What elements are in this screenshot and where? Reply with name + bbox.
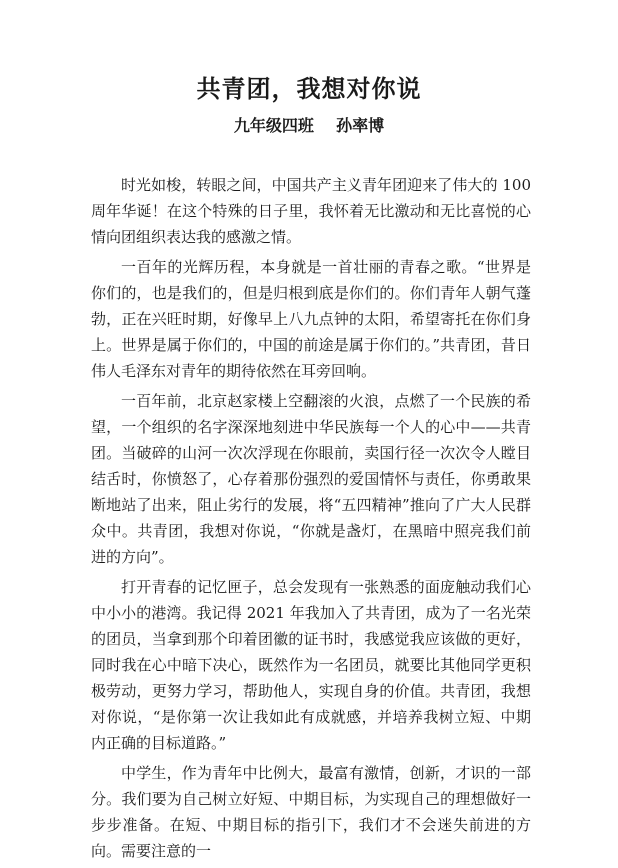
author-byline: 九年级四班 孙率博 bbox=[233, 116, 385, 135]
document-title: 共青团，我想对你说 bbox=[196, 74, 422, 103]
paragraph: 时光如梭，转眼之间，中国共产主义青年团迎来了伟大的 100 周年华诞！在这个特殊的日子里，我怀着无比激动和无比喜悦的心情向团组织表达我的感激之情。 bbox=[91, 176, 531, 246]
paragraph: 一百年前，北京赵家楼上空翻滚的火浪，点燃了一个民族的希望，一个组织的名字深深地刻进中华民族每一个人的心中——共青团。当破碎的山河一次次浮现在你眼前，卖国行径一次次令人瞠目结舌时，你愤怒了，心存着那份强烈的爱国情怀与责任，你勇敢果断地站了出来，阻止劣行的发展，将“五四精神”推向了广大人民群众中。共青团，我想对你说，“你就是盏灯，在黑暗中照亮我们前进的方向”。 bbox=[91, 392, 531, 566]
paragraph: 打开青春的记忆匣子，总会发现有一张熟悉的面庞触动我们心中小小的港湾。我记得 2021 年我加入了共青团，成为了一名光荣的团员，当拿到那个印着团徽的证书时，我感觉我应该做的更好，同时我在心中暗下决心，既然作为一名团员，就要比其他同学更积极劳动，更努力学习，帮助他人，实现自身的价值。共青团，我想对你说，“是你第一次让我如此有成就感，并培养我树立短、中期内正确的目标道路。” bbox=[91, 578, 531, 752]
paragraph: 中学生，作为青年中比例大，最富有激情，创新，才识的一部分。我们要为自己树立好短、中期目标，为实现自己的理想做好一步步准备。在短、中期目标的指引下，我们才不会迷失前进的方向。需要注意的一 bbox=[91, 764, 531, 860]
document-body bbox=[91, 172, 531, 868]
paragraph: 一百年的光辉历程，本身就是一首壮丽的青春之歌。“世界是你们的，也是我们的，但是归根到底是你们的。你们青年人朝气蓬勃，正在兴旺时期，好像早上八九点钟的太阳，希望寄托在你们身上。世界是属于你们的，中国的前途是属于你们的。”共青团，昔日伟人毛泽东对青年的期待依然在耳旁回响。 bbox=[91, 258, 531, 380]
